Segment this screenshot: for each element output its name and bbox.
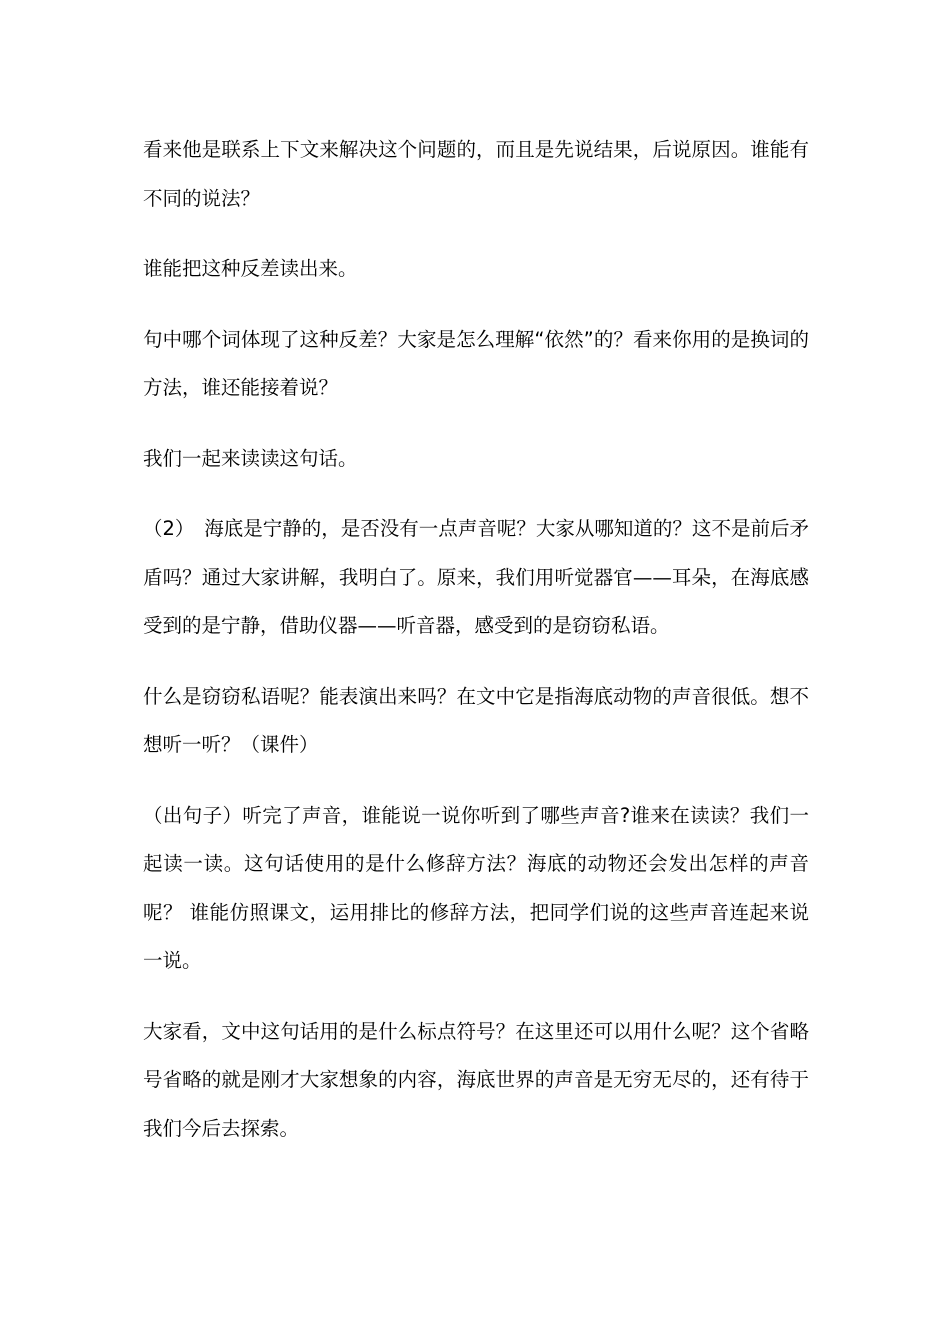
paragraph-1: 看来他是联系上下文来解决这个问题的，而且是先说结果，后说原因。谁能有不同的说法？ [143,138,809,210]
paragraph-2: 谁能把这种反差读出来。 [143,257,358,280]
document-body [143,126,809,1175]
paragraph-5: （2） 海底是宁静的，是否没有一点声音呢？大家从哪知道的？这不是前后矛盾吗？通过大家讲解，我明白了。原来，我们用听觉器官——耳朵，在海底感受到的是宁静，借助仪器——听音器，感受到的是窃窃私语。 [143,517,809,637]
paragraph-4: 我们一起来读读这句话。 [143,446,358,470]
paragraph-3: 句中哪个词体现了这种反差？大家是怎么理解“依然”的？看来你用的是换词的方法，谁还能接着说？ [143,327,809,399]
paragraph-7: （出句子）听完了声音，谁能说一说你听到了哪些声音?谁来在读读？我们一起读一读。这句话使用的是什么修辞方法？海底的动物还会发出怎样的声音呢？ 谁能仿照课文，运用排比的修辞方法，把同学们说的这些声音连起来说一说。 [143,803,809,972]
paragraph-8: 大家看，文中这句话用的是什么标点符号？在这里还可以用什么呢？这个省略号省略的就是刚才大家想象的内容，海底世界的声音是无穷无尽的，还有待于我们今后去探索。 [143,1019,809,1140]
paragraph-6: 什么是窃窃私语呢？能表演出来吗？在文中它是指海底动物的声音很低。想不想听一听？（课件） [143,684,809,756]
